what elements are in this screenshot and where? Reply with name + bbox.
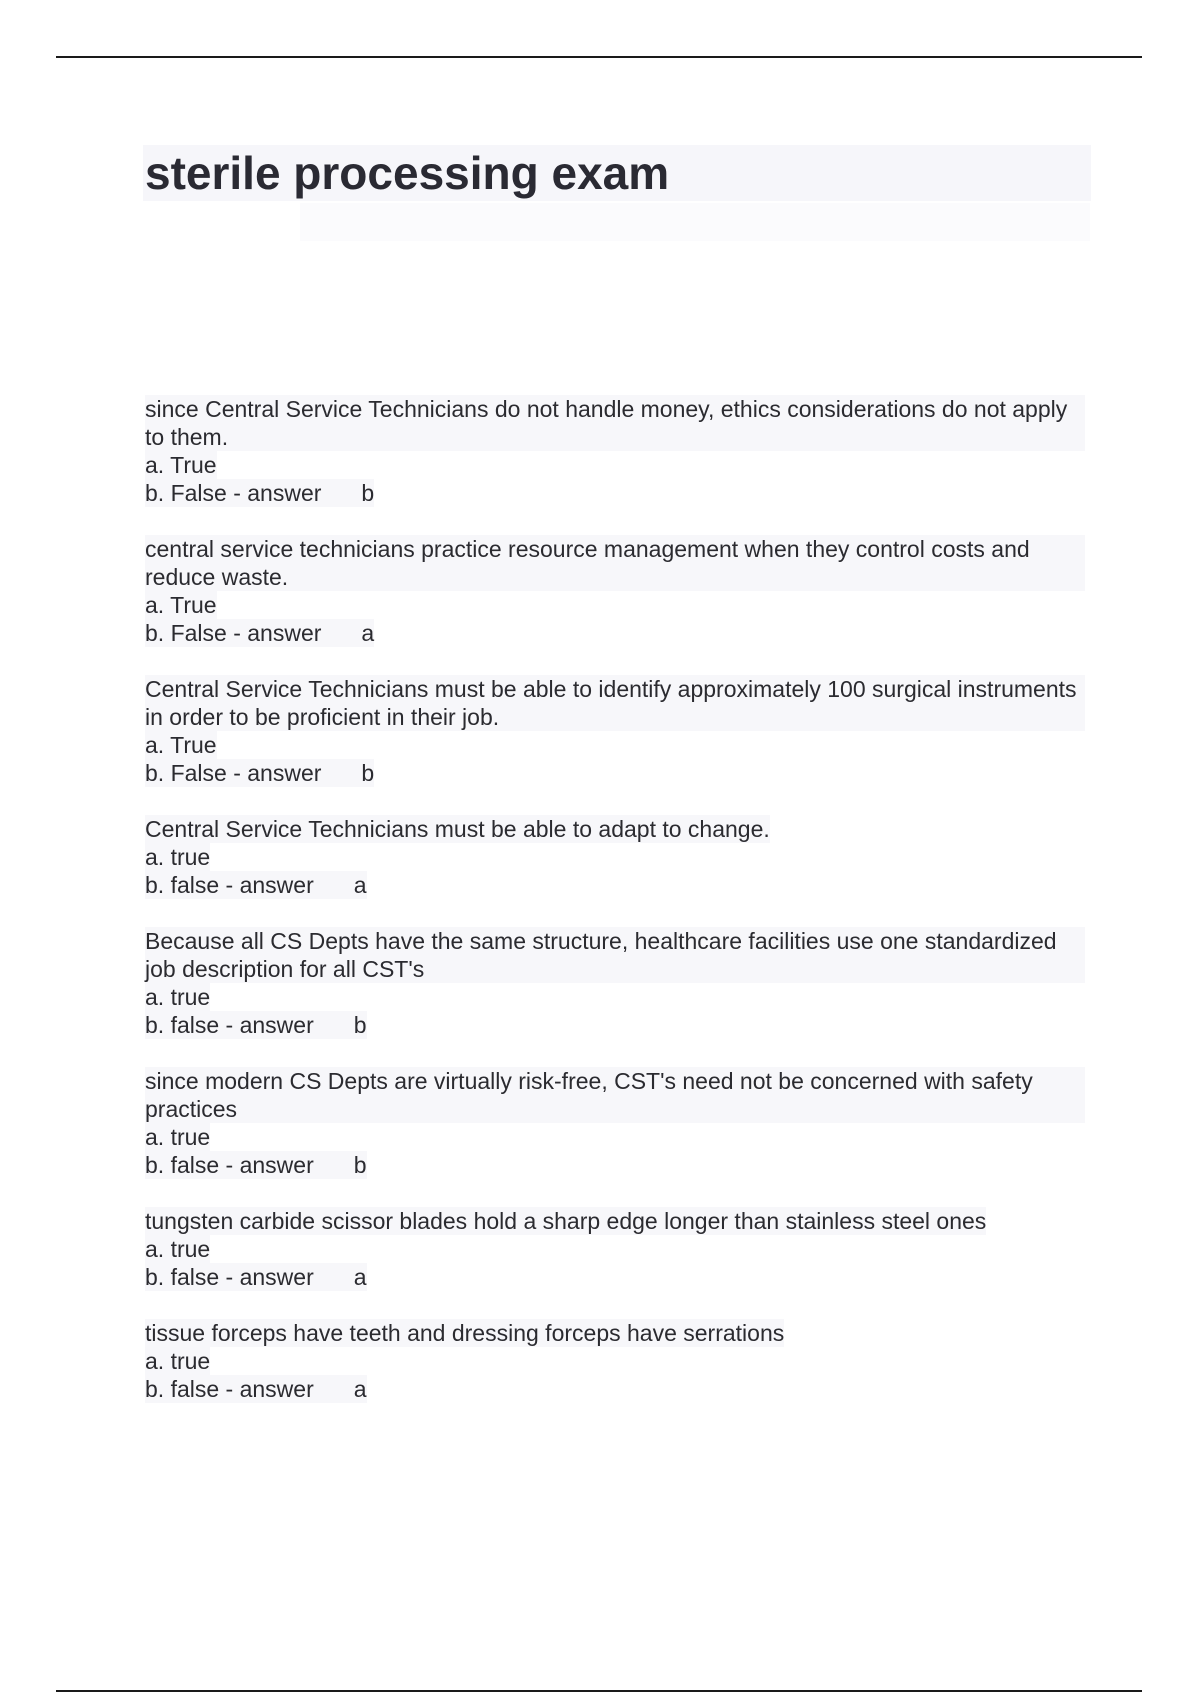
option-a: a. True <box>145 452 217 478</box>
option-b: b. False - answer <box>145 480 322 506</box>
question-item <box>145 395 1095 507</box>
option-b-line <box>145 1263 367 1291</box>
question-item <box>145 1207 1095 1291</box>
question-stem: Central Service Technicians must be able to identify approximately 100 surgical instruments in order to be proficient in their job. <box>145 675 1085 731</box>
question-list <box>145 395 1095 1431</box>
answer-letter: a <box>353 1376 367 1402</box>
question-item <box>145 1319 1095 1403</box>
option-b: b. false - answer <box>145 1376 314 1402</box>
option-b-line <box>145 479 374 507</box>
question-stem: since modern CS Depts are virtually risk-free, CST's need not be concerned with safety practices <box>145 1067 1085 1123</box>
option-b-line <box>145 1375 367 1403</box>
answer-letter: b <box>361 760 375 786</box>
question-stem: since Central Service Technicians do not handle money, ethics considerations do not apply to them. <box>145 395 1085 451</box>
option-a: a. true <box>145 1348 211 1374</box>
question-stem: Central Service Technicians must be able to adapt to change. <box>145 816 770 842</box>
option-b: b. false - answer <box>145 1152 314 1178</box>
question-stem: tungsten carbide scissor blades hold a sharp edge longer than stainless steel ones <box>145 1208 987 1234</box>
question-item <box>145 927 1095 1039</box>
question-stem: central service technicians practice resource management when they control costs and reduce waste. <box>145 535 1085 591</box>
question-item <box>145 1067 1095 1179</box>
answer-letter: b <box>353 1152 367 1178</box>
answer-letter: a <box>353 1264 367 1290</box>
option-a: a. True <box>145 732 217 758</box>
option-b-line <box>145 871 367 899</box>
answer-letter: b <box>353 1012 367 1038</box>
option-b: b. False - answer <box>145 620 322 646</box>
option-a: a. true <box>145 1236 211 1262</box>
option-b: b. False - answer <box>145 760 322 786</box>
option-b-line <box>145 759 374 787</box>
page-title: sterile processing exam <box>145 147 670 199</box>
question-item <box>145 815 1095 899</box>
option-a: a. True <box>145 592 217 618</box>
option-b: b. false - answer <box>145 1012 314 1038</box>
question-item <box>145 535 1095 647</box>
bottom-rule <box>56 1690 1142 1692</box>
option-b-line <box>145 1011 367 1039</box>
option-a: a. true <box>145 984 211 1010</box>
option-a: a. true <box>145 1124 211 1150</box>
option-a: a. true <box>145 844 211 870</box>
option-b-line <box>145 1151 367 1179</box>
option-b-line <box>145 619 374 647</box>
title-shadow-band <box>300 203 1090 241</box>
answer-letter: b <box>361 480 375 506</box>
question-stem: Because all CS Depts have the same structure, healthcare facilities use one standardized job description for all CST's <box>145 927 1085 983</box>
option-b: b. false - answer <box>145 1264 314 1290</box>
answer-letter: a <box>353 872 367 898</box>
question-stem: tissue forceps have teeth and dressing forceps have serrations <box>145 1320 785 1346</box>
top-rule <box>56 56 1142 58</box>
question-item <box>145 675 1095 787</box>
option-b: b. false - answer <box>145 872 314 898</box>
answer-letter: a <box>361 620 375 646</box>
